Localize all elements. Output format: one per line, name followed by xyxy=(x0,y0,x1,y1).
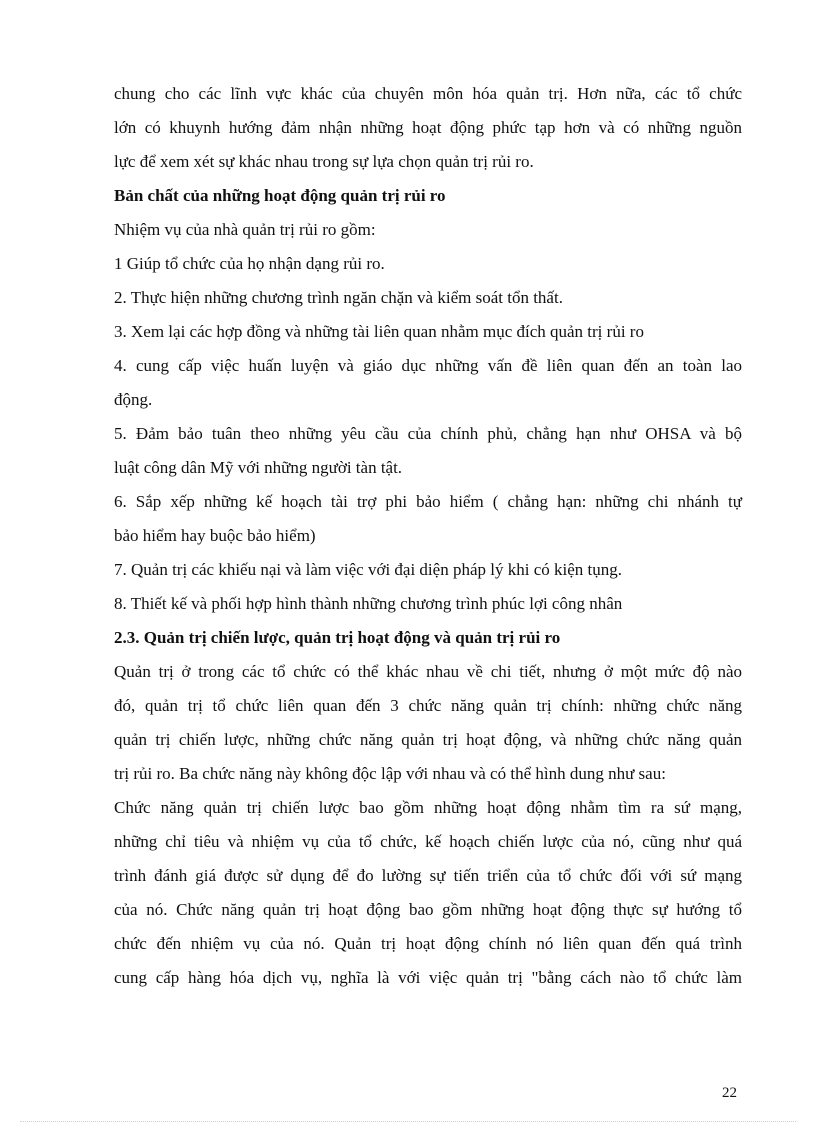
paragraph-line: chức đến nhiệm vụ của nó. Quản trị hoạt động chính nó liên quan đến quá trình xyxy=(114,934,742,953)
paragraph-line: lớn có khuynh hướng đảm nhận những hoạt động phức tạp hơn và có những nguồn xyxy=(114,118,742,137)
list-item: 2. Thực hiện những chương trình ngăn chặn và kiểm soát tổn thất. xyxy=(114,288,563,307)
section-heading: 2.3. Quản trị chiến lược, quản trị hoạt động và quản trị rủi ro xyxy=(114,628,561,647)
paragraph-line: Nhiệm vụ của nhà quản trị rủi ro gồm: xyxy=(114,220,376,239)
paragraph-line: Quản trị ở trong các tổ chức có thể khác nhau về chi tiết, nhưng ở một mức độ nào xyxy=(114,662,742,681)
paragraph-line: quản trị chiến lược, những chức năng quản trị hoạt động, và những chức năng quản xyxy=(114,730,742,749)
paragraph-line: đó, quản trị tổ chức liên quan đến 3 chức năng quản trị chính: những chức năng xyxy=(114,696,742,715)
list-item: 8. Thiết kế và phối hợp hình thành những chương trình phúc lợi công nhân xyxy=(114,594,623,613)
list-item: 5. Đảm bảo tuân theo những yêu cầu của chính phủ, chẳng hạn như OHSA và bộ xyxy=(114,424,742,443)
document-body xyxy=(114,77,742,995)
paragraph-line: chung cho các lĩnh vực khác của chuyên môn hóa quản trị. Hơn nữa, các tổ chức xyxy=(114,84,742,103)
list-item-continuation: bảo hiểm hay buộc bảo hiểm) xyxy=(114,526,316,545)
list-item-continuation: động. xyxy=(114,390,153,409)
list-item: 6. Sắp xếp những kế hoạch tài trợ phi bảo hiểm ( chẳng hạn: những chi nhánh tự xyxy=(114,492,742,511)
paragraph-line: cung cấp hàng hóa dịch vụ, nghĩa là với việc quản trị "bằng cách nào tổ chức làm xyxy=(114,968,742,987)
paragraph-line: Chức năng quản trị chiến lược bao gồm những hoạt động nhằm tìm ra sứ mạng, xyxy=(114,798,742,817)
list-item: 7. Quản trị các khiếu nại và làm việc với đại diện pháp lý khi có kiện tụng. xyxy=(114,560,622,579)
paragraph-line: trị rủi ro. Ba chức năng này không độc lập với nhau và có thể hình dung như sau: xyxy=(114,764,666,783)
section-heading: Bản chất của những hoạt động quản trị rủi ro xyxy=(114,186,446,205)
paragraph-line: trình đánh giá được sử dụng để đo lường sự tiến triển của tổ chức đối với sứ mạng xyxy=(114,866,742,885)
list-item: 1 Giúp tổ chức của họ nhận dạng rủi ro. xyxy=(114,254,385,273)
paragraph-line: của nó. Chức năng quản trị hoạt động bao gồm những hoạt động thực sự hướng tổ xyxy=(114,900,742,919)
page-bottom-divider xyxy=(20,1121,796,1122)
paragraph-line: lực để xem xét sự khác nhau trong sự lựa chọn quản trị rủi ro. xyxy=(114,152,534,171)
list-item: 4. cung cấp việc huấn luyện và giáo dục những vấn đề liên quan đến an toàn lao xyxy=(114,356,742,375)
list-item: 3. Xem lại các hợp đồng và những tài liên quan nhằm mục đích quản trị rủi ro xyxy=(114,322,644,341)
paragraph-line: những chỉ tiêu và nhiệm vụ của tổ chức, kế hoạch chiến lược của nó, cũng như quá xyxy=(114,832,742,851)
page-number: 22 xyxy=(722,1085,737,1101)
list-item-continuation: luật công dân Mỹ với những người tàn tật. xyxy=(114,458,403,477)
